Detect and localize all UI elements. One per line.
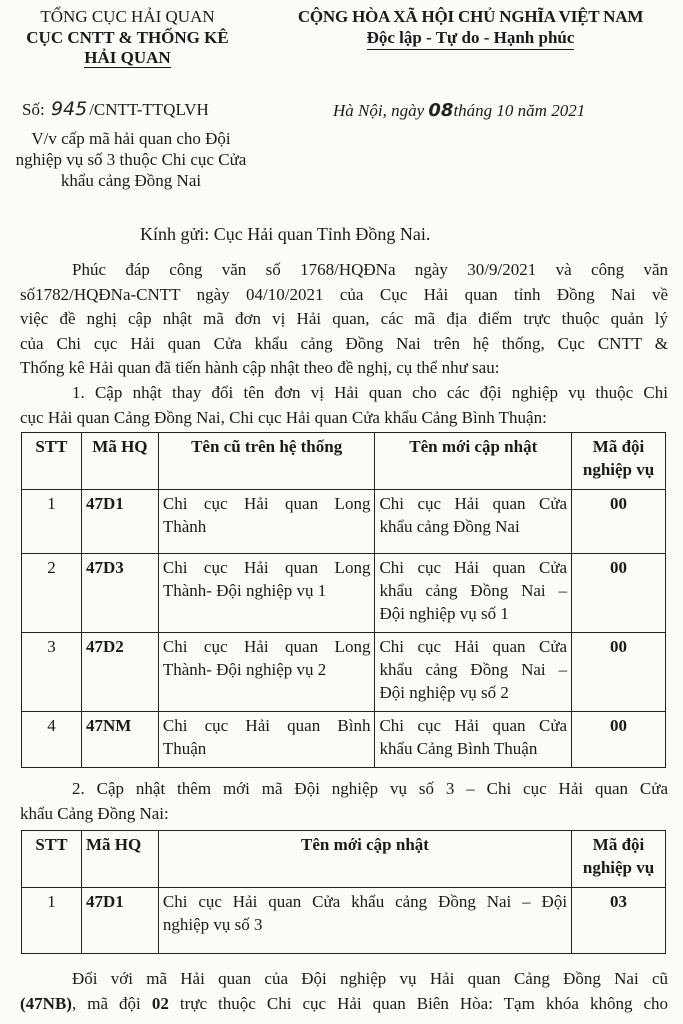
- paragraph-line: 2. Cập nhật thêm mới mã Đội nghiệp vụ số 3 – Chi cục Hải quan Cửa: [72, 779, 668, 798]
- cell-line: Chi cục Hải quan Cửa: [379, 716, 568, 735]
- agency-name-cont: HẢI QUAN: [84, 48, 171, 67]
- paragraph-line: của Chi cục Hải quan Cửa khẩu cảng Đồng Nai trên hệ thống, Cục CNTT &: [20, 333, 668, 353]
- col-header-ma-doi: Mã đội nghiệp vụ: [572, 433, 666, 490]
- cell-ma-doi: 00: [572, 490, 666, 554]
- cell-line: Chi cục Hải quan Long: [162, 637, 371, 656]
- cell-ma-hq: 47NM: [81, 712, 158, 768]
- cell-ten-moi: [158, 888, 571, 954]
- paragraph-line: khẩu Cảng Đồng Nai:: [20, 803, 169, 823]
- table-row: [22, 490, 666, 554]
- old-code: (47NB): [20, 993, 72, 1013]
- nation-title: CỘNG HÒA XÃ HỘI CHỦ NGHĨA VIỆT NAM: [297, 7, 644, 26]
- table-header-row: [22, 433, 666, 490]
- cell-ten-moi: [375, 554, 572, 633]
- date-prefix: Hà Nội, ngày: [333, 101, 425, 120]
- paragraph-line: số1782/HQĐNa-CNTT ngày 04/10/2021 của Cục Hải quan tỉnh Đồng Nai về: [20, 284, 668, 304]
- cell-ten-cu: [158, 490, 375, 554]
- cell-stt: 1: [22, 888, 82, 954]
- cell-ma-hq: 47D1: [81, 888, 158, 954]
- subject-summary: [0, 128, 262, 191]
- col-header-ma-hq: Mã HQ: [81, 433, 158, 490]
- number-handwritten: 945: [50, 98, 88, 120]
- subject-line: khẩu cảng Đồng Nai: [60, 171, 202, 190]
- paragraph-line: [20, 992, 668, 1017]
- team-code: 02: [151, 993, 169, 1013]
- table-row: [22, 633, 666, 712]
- new-team-table: [21, 830, 666, 954]
- paragraph-line: Phúc đáp công văn số 1768/HQĐNa ngày 30/9/2021 và công văn: [72, 260, 668, 279]
- cell-line: khẩu cảng Đồng Nai –: [379, 581, 568, 600]
- date-day-handwritten: 08: [428, 100, 454, 121]
- cell-ma-hq: 47D2: [81, 633, 158, 712]
- cell-line: nghiệp vụ số 3: [162, 915, 263, 934]
- recipient: Kính gửi: Cục Hải quan Tỉnh Đồng Nai.: [140, 224, 431, 244]
- table-row: [22, 888, 666, 954]
- subject-line: V/v cấp mã hải quan cho Đội: [31, 129, 231, 148]
- intro-paragraph: [20, 258, 668, 381]
- cell-line: Đội nghiệp vụ số 1: [379, 604, 509, 623]
- cell-ten-moi: [375, 633, 572, 712]
- paragraph-line: Đối với mã Hải quan của Đội nghiệp vụ Hải quan Cảng Đồng Nai cũ: [72, 969, 668, 988]
- cell-ma-doi: 00: [572, 554, 666, 633]
- table-header-row: [22, 831, 666, 888]
- cell-line: Thành- Đội nghiệp vụ 2: [162, 660, 327, 679]
- cell-ma-doi: 00: [572, 712, 666, 768]
- col-header-ten-cu: Tên cũ trên hệ thống: [158, 433, 375, 490]
- cell-line: khẩu cảng Đồng Nai: [379, 517, 520, 536]
- cell-line: Chi cục Hải quan Cửa: [379, 637, 568, 656]
- col-header-ten-moi: Tên mới cập nhật: [158, 831, 571, 888]
- cell-ten-moi: [375, 490, 572, 554]
- text-run: , mã đội: [71, 993, 141, 1013]
- cell-ten-cu: [158, 633, 375, 712]
- name-change-table: [21, 432, 666, 768]
- closing-paragraph: [20, 967, 668, 1016]
- cell-line: Thuận: [162, 739, 207, 758]
- cell-line: khẩu cảng Đồng Nai –: [379, 660, 568, 679]
- cell-line: khẩu Cảng Bình Thuận: [379, 739, 538, 758]
- cell-ma-hq: 47D1: [81, 490, 158, 554]
- number-suffix: /CNTT-TTQLVH: [89, 100, 209, 119]
- cell-line: Thành: [162, 517, 207, 536]
- cell-line: Chi cục Hải quan Bình: [162, 716, 371, 735]
- cell-line: Chi cục Hải quan Cửa khẩu cảng Đồng Nai – Đội: [162, 892, 568, 911]
- agency-parent: TỔNG CỤC HẢI QUAN: [40, 7, 215, 26]
- cell-ma-hq: 47D3: [81, 554, 158, 633]
- national-header: [258, 6, 683, 50]
- cell-ten-cu: [158, 712, 375, 768]
- col-header-ten-moi: Tên mới cập nhật: [375, 433, 572, 490]
- paragraph-line: việc đề nghị cập nhật mã đơn vị Hải quan, các mã địa điểm trực thuộc quản lý: [20, 309, 668, 329]
- paragraph-line: 1. Cập nhật thay đổi tên đơn vị Hải quan cho các đội nghiệp vụ thuộc Chi: [72, 383, 668, 402]
- text-run: trực thuộc Chi cục Hải quan Biên Hòa: Tạm khóa không cho: [179, 993, 668, 1013]
- cell-stt: 4: [22, 712, 82, 768]
- subject-line: nghiệp vụ số 3 thuộc Chi cục Cửa: [15, 150, 247, 169]
- cell-line: Chi cục Hải quan Long: [162, 558, 371, 577]
- col-header-ma-doi: Mã đội nghiệp vụ: [572, 831, 666, 888]
- cell-ten-cu: [158, 554, 375, 633]
- issue-date: [333, 100, 585, 121]
- national-motto: Độc lập - Tự do - Hạnh phúc: [367, 27, 575, 50]
- paragraph-line: Thống kê Hải quan đã tiến hành cập nhật theo đề nghị, cụ thể như sau:: [20, 358, 500, 378]
- cell-stt: 2: [22, 554, 82, 633]
- table-row: [22, 712, 666, 768]
- col-header-stt: STT: [22, 433, 82, 490]
- col-header-stt: STT: [22, 831, 82, 888]
- table-row: [22, 554, 666, 633]
- cell-ma-doi: 03: [572, 888, 666, 954]
- cell-line: Chi cục Hải quan Cửa: [379, 494, 568, 513]
- cell-stt: 1: [22, 490, 82, 554]
- document-number: [22, 98, 209, 120]
- date-rest: tháng 10 năm 2021: [453, 101, 586, 120]
- section-1-heading: [20, 381, 668, 430]
- cell-line: Chi cục Hải quan Cửa: [379, 558, 568, 577]
- cell-ma-doi: 00: [572, 633, 666, 712]
- cell-line: Chi cục Hải quan Long: [162, 494, 371, 513]
- col-header-ma-hq: Mã HQ: [81, 831, 158, 888]
- agency-name: CỤC CNTT & THỐNG KÊ: [26, 28, 229, 47]
- number-prefix: Số:: [22, 100, 45, 119]
- cell-line: Đội nghiệp vụ số 2: [379, 683, 509, 702]
- section-2-heading: [20, 777, 668, 826]
- paragraph-line: cục Hải quan Cảng Đồng Nai, Chi cục Hải quan Cửa khẩu Cảng Bình Thuận:: [20, 407, 547, 427]
- cell-ten-moi: [375, 712, 572, 768]
- cell-line: Thành- Đội nghiệp vụ 1: [162, 581, 327, 600]
- issuing-agency: [0, 6, 255, 69]
- cell-stt: 3: [22, 633, 82, 712]
